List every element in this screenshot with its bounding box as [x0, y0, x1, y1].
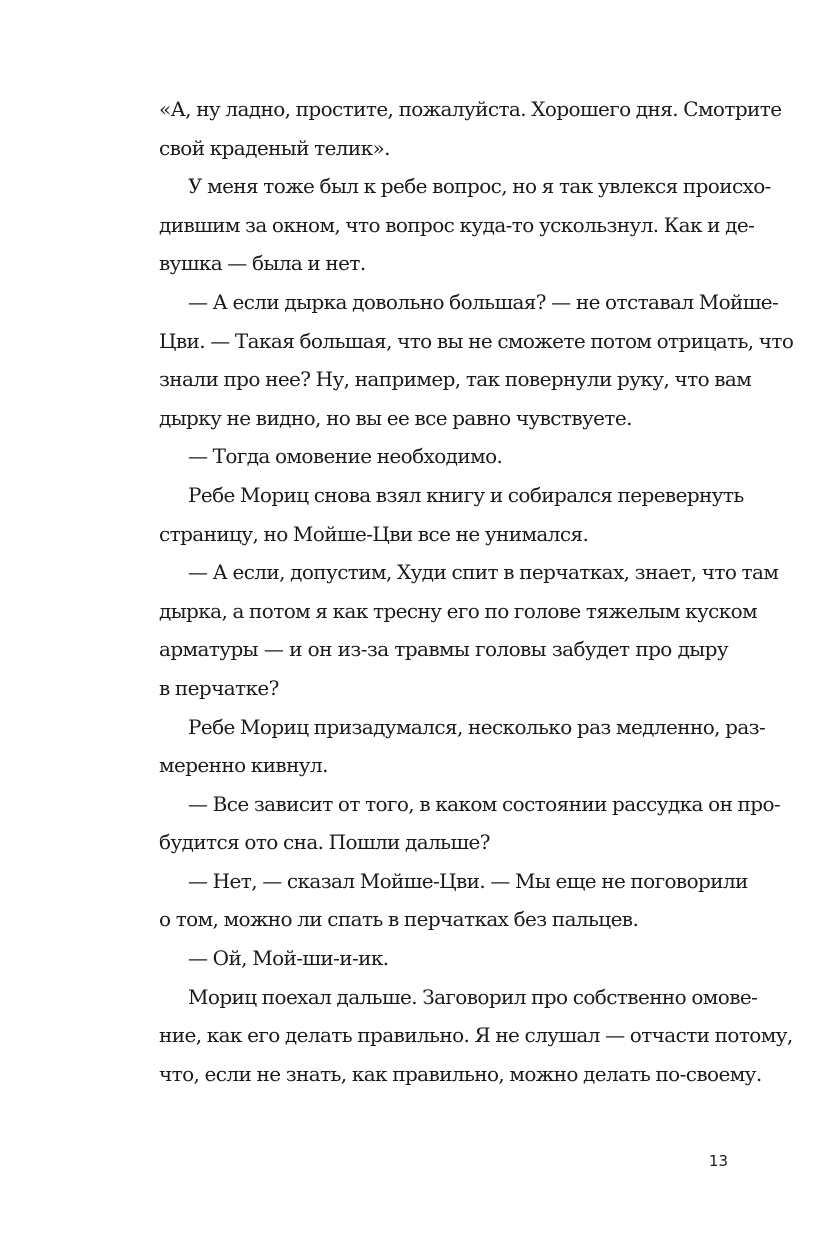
- text-line: в перчатке?: [159, 675, 279, 700]
- text-line: «А, ну ладно, простите, пожалуйста. Хорошего дня. Смотрите: [159, 97, 782, 121]
- page-number: 13: [708, 1152, 728, 1170]
- text-line: что, если не знать, как правильно, можно делать по-своему.: [159, 1061, 762, 1086]
- text-line: страницу, но Мойше-Цви все не унимался.: [159, 521, 589, 546]
- text-line: будится ото сна. Пошли дальше?: [159, 830, 490, 855]
- paragraph: [130, 90, 782, 167]
- text-line: о том, можно ли спать в перчатках без пальцев.: [159, 907, 639, 932]
- paragraph: [130, 283, 794, 437]
- text-line: — Нет, — сказал Мойше-Цви. — Мы еще не поговорили: [188, 868, 748, 893]
- text-line: — А если, допустим, Худи спит в перчатках, знает, что там: [188, 560, 779, 585]
- paragraph: [130, 708, 766, 785]
- paragraph: [130, 167, 771, 283]
- paragraph: [130, 978, 793, 1094]
- text-line: дившим за окном, что вопрос куда-то ускользнул. Как и де-: [159, 212, 755, 237]
- text-line: Ребе Мориц снова взял книгу и собирался перевернуть: [188, 482, 744, 507]
- paragraph: [130, 862, 748, 939]
- text-line: Цви. — Такая большая, что вы не сможете потом отрицать, что: [159, 328, 794, 353]
- paragraph: [130, 437, 728, 476]
- text-line: дырка, а потом я как тресну его по голове тяжелым куском: [159, 598, 758, 623]
- text-line: арматуры — и он из-за травмы головы забудет про дыру: [159, 637, 728, 662]
- text-line: ние, как его делать правильно. Я не слушал — отчасти потому,: [159, 1023, 793, 1048]
- paragraph: [130, 553, 779, 707]
- text-line: — А если дырка довольно большая? — не отставал Мойше-: [188, 289, 779, 314]
- paragraph: [130, 476, 744, 553]
- paragraph: [130, 785, 781, 862]
- text-line: У меня тоже был к ребе вопрос, но я так увлекся происхо-: [188, 174, 771, 199]
- text-line: вушка — была и нет.: [159, 251, 366, 276]
- text-line: — Тогда омовение необходимо.: [188, 444, 503, 469]
- text-line: — Все зависит от того, в каком состоянии рассудка он про-: [188, 791, 781, 816]
- text-line: — Ой, Мой-ши-и-ик.: [188, 946, 389, 971]
- text-line: Ребе Мориц призадумался, несколько раз медленно, раз-: [188, 714, 766, 739]
- paragraph: [130, 939, 728, 978]
- text-line: свой краденый телик».: [159, 135, 390, 160]
- text-line: дырку не видно, но вы ее все равно чувствуете.: [159, 405, 632, 430]
- text-line: меренно кивнул.: [159, 753, 328, 778]
- text-line: знали про нее? Ну, например, так повернули руку, что вам: [159, 367, 752, 392]
- text-line: Мориц поехал дальше. Заговорил про собственно омове-: [188, 984, 758, 1009]
- book-page-text: [130, 90, 794, 1093]
